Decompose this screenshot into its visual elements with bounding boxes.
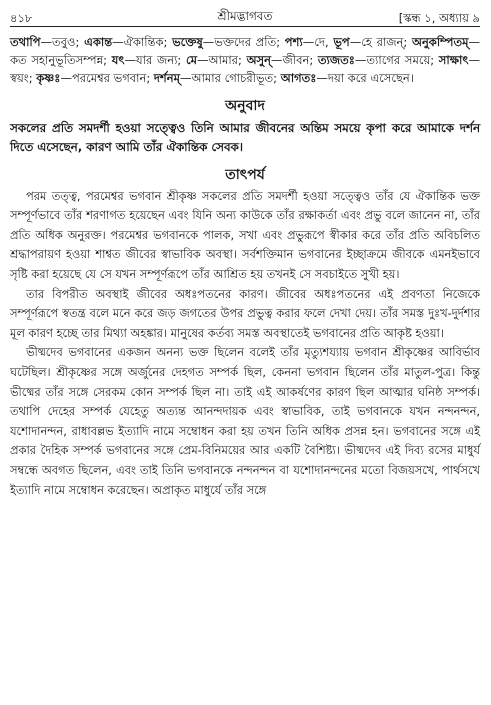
synonym-meaning: তবুও;	[52, 35, 85, 49]
synonym-meaning: পরমেশ্বর ভগবান;	[71, 71, 154, 86]
synonym-word: অসুন্	[246, 53, 271, 68]
synonym-meaning: আমার;	[208, 53, 247, 68]
page-number: ৪১৮	[10, 11, 33, 25]
purport-heading: তাৎপর্য	[225, 166, 265, 183]
page-header	[10, 8, 480, 27]
translation-text: সকলের প্রতি সমদর্শী হওয়া সত্ত্বেও তিনি আমার জীবনের অন্তিম সময়ে কৃপা করে আমাকে দর্শন দিতে এসেছেন, কারণ আমি তাঁর ঐকান্তিক সেবক।	[10, 120, 480, 154]
synonym-meaning: স্বয়ং;	[10, 71, 37, 86]
translation-heading: অনুবাদ	[225, 97, 265, 114]
synonym-word: দর্শনম্	[153, 71, 180, 86]
synonym-word: মে	[185, 53, 198, 68]
synonym-meaning: ভক্তদের প্রতি;	[214, 35, 285, 49]
synonym-meaning: ঐকান্তিক;	[123, 35, 173, 49]
purport-paragraph: ভীষ্মদেব ভগবানের একজন অনন্য ভক্ত ছিলেন বলেই তাঁর মৃত্যুশয্যায় ভগবান শ্রীকৃষ্ণের আবির্ভাব ঘটেছিল। শ্রীকৃষ্ণের সঙ্গে অর্জুনের দেহগত সম্পর্ক ছিল, কেননা ভগবান ছিলেন তাঁর মাতুল-পুত্র। কিন্তু ভীষ্মের তাঁর সঙ্গে সেরকম কোন সম্পর্ক ছিল না। তাই এই আকর্ষণের কারণ ছিল আত্মার ঘনিষ্ঠ সম্পর্ক। তথাপি দেহের সম্পর্ক যেহেতু অত্যন্ত আনন্দদায়ক এবং স্বাভাবিক, তাই ভগবানকে যখন নন্দনন্দন, যশোদানন্দন, রাধাবল্লভ ইত্যাদি নামে সম্বোধন করা হয় তখন তিনি অধিক প্রসন্ন হন। ভগবানের সঙ্গে এই প্রকার দৈহিক সম্পর্ক ভগবানের সঙ্গে প্রেম-বিনিময়ের আর একটি বৈশিষ্ট্য। ভীষ্মদেব এই দিব্য রসের মাধুর্য সম্বন্ধে অবগত ছিলেন, এবং তাই তিনি ভগবানকে নন্দনন্দন বা যশোদানন্দনের মতো বিজয়সখে, পার্থসখে ইত্যাদি নামে সম্বোধন করেছেন। অপ্রাকৃত মাধুর্যে তাঁর সঙ্গে	[10, 345, 480, 497]
purport-paragraph: পরম তত্ত্ব, পরমেশ্বর ভগবান শ্রীকৃষ্ণ সকলের প্রতি সমদর্শী হওয়া সত্ত্বেও তাঁর যে ঐকান্তিক ভক্ত সম্পূর্ণভাবে তাঁর শরণাগত হয়েছেন এবং যিনি অন্য কাউকে তাঁর রক্ষাকর্তা এবং প্রভু বলে জানেন না, তাঁর প্রতি অধিক অনুরক্ত। পরমেশ্বর ভগবানকে পালক, সখা এবং প্রভুরূপে স্বীকার করে তাঁর প্রতি অবিচলিত শ্রদ্ধাপরায়ণ হওয়া শাশ্বত জীবের স্বাভাবিক অবস্থা। সর্বশক্তিমান ভগবানের ইচ্ছাক্রমে জীবকে এমনইভাবে সৃষ্টি করা হয়েছে যে সে যখন সম্পূর্ণরূপে তাঁর আশ্রিত হয় তখনই সে সবচাইতে সুখী হয়।	[10, 188, 480, 281]
synonym-word: আগতঃ	[280, 71, 317, 86]
synonym-word: ভূপ	[333, 35, 350, 49]
synonym-word: পশ্য	[284, 35, 303, 49]
synonym-word: তথাপি	[10, 35, 41, 49]
synonym-word: ভক্তেষু	[172, 35, 203, 49]
purport-paragraph: তার বিপরীত অবস্থাই জীবের অধঃপতনের কারণ। জীবের অধঃপতনের এই প্রবণতা নিজেকে সম্পূর্ণরূপে স্বতন্ত্র বলে মনে করে জড় জগতের উপর প্রভুত্ব করার ফলে দেখা দেয়। তাঁর সমস্ত দুঃখ-দুর্দশার মূল কারণ হচ্ছে তার মিথ্যা অহঙ্কার। মানুষের কর্তব্য সমস্ত অবস্থাতেই ভগবানের প্রতি আকৃষ্ট হওয়া।	[10, 286, 480, 340]
synonym-word: অনুকম্পিতম্	[411, 35, 469, 49]
synonym-meaning: হে রাজন্;	[361, 35, 412, 49]
synonym-meaning: দে,	[314, 35, 334, 49]
synonym-word: যৎ	[111, 53, 125, 68]
section-label: [স্কন্ধ ১, অধ্যায় ৯	[398, 11, 480, 25]
synonym-word: একান্ত	[84, 35, 113, 49]
book-page	[10, 8, 480, 500]
word-meanings: তথাপি—তবুও; একান্ত—ঐকান্তিক; ভক্তেষু—ভক্তদের প্রতি; পশ্য—দে, ভূপ—হে রাজন্; অনুকম্পিতম্—কত সহানুভূতিসম্পন্ন; যৎ—যার জন্য; মে—আমার; অসুন্—জীবন; ত্যজতঃ—ত্যাগের সময়ে; সাক্ষাৎ—স্বয়ং; কৃষ্ণঃ—পরমেশ্বর ভগবান; দর্শনম্—আমার গোচরীভূত; আগতঃ—দয়া করে এসেছেন।	[10, 35, 480, 86]
synonym-meaning: ত্যাগের সময়ে;	[366, 53, 439, 68]
synonym-meaning: যার জন্য;	[135, 53, 186, 68]
synonym-meaning: দয়া করে এসেছেন।	[327, 71, 414, 86]
book-title: শ্রীমদ্ভাগবত	[217, 9, 273, 23]
synonym-word: সাক্ষাৎ	[438, 53, 469, 68]
purport-body	[10, 187, 480, 501]
synonym-word: কৃষ্ণঃ	[36, 71, 61, 86]
synonym-word: ত্যজতঃ	[317, 53, 355, 68]
synonym-meaning: আমার গোচরীভূত;	[191, 71, 281, 86]
synonym-meaning: জীবন;	[282, 53, 318, 68]
synonym-meaning: কত সহানুভূতিসম্পন্ন;	[10, 53, 112, 68]
